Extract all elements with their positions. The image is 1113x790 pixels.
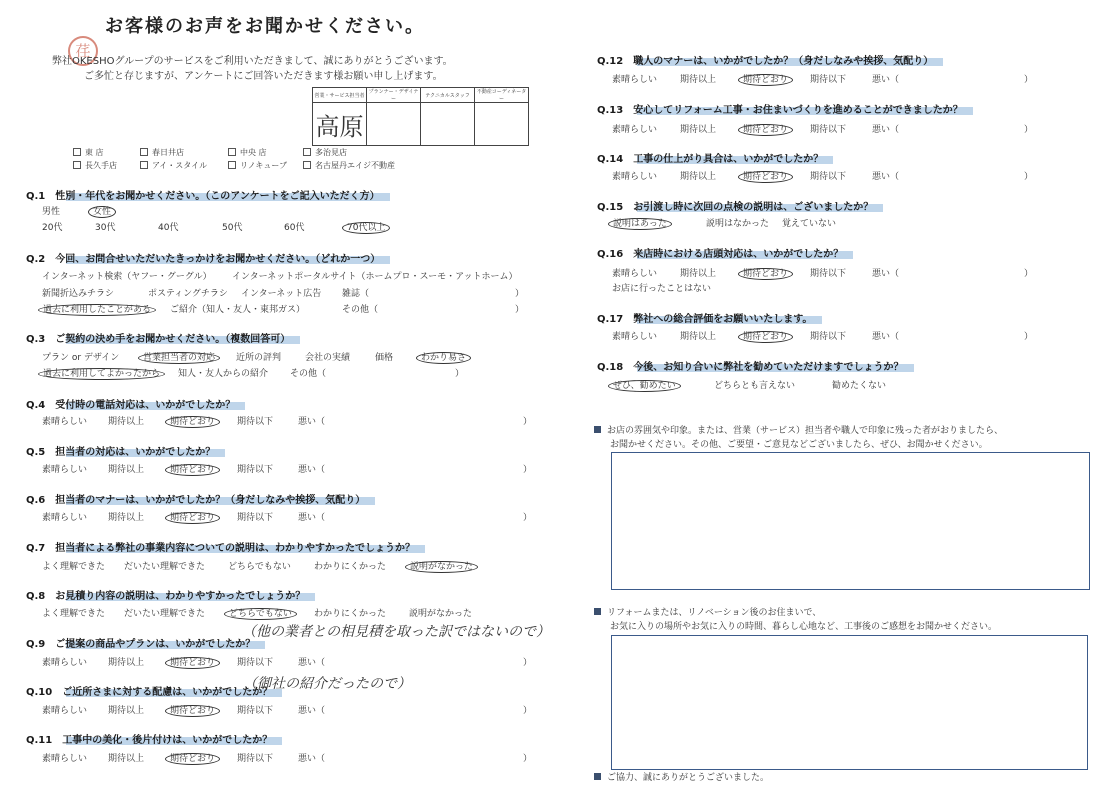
q10-option[interactable]: 素晴らしい	[42, 706, 88, 716]
q9-option[interactable]: 素晴らしい	[42, 658, 88, 668]
q2-option[interactable]: 雑誌（	[342, 289, 370, 299]
q4-option[interactable]: 期待どおり	[169, 414, 216, 427]
q14-option[interactable]: 期待以上	[680, 172, 717, 182]
comment-box-after-construction[interactable]	[611, 635, 1088, 770]
q1-option[interactable]: 男性	[42, 207, 61, 217]
q18-option[interactable]: 勧めたくない	[832, 381, 887, 391]
q4-option: ）	[523, 417, 533, 427]
q14-option[interactable]: 素晴らしい	[612, 172, 658, 182]
handwritten-note-q9: （他の業者との相見積を取った訳ではないので）	[242, 624, 550, 640]
q3-option[interactable]: 近所の評判	[236, 353, 282, 363]
checkbox-icon	[73, 148, 81, 156]
staff-table	[312, 87, 529, 146]
q17-option[interactable]: 期待どおり	[742, 329, 789, 342]
q13-option[interactable]: 悪い（	[872, 125, 900, 135]
q13-option: ）	[1024, 125, 1034, 135]
q12-option[interactable]: 期待以下	[810, 75, 847, 85]
q2-option: ）	[515, 305, 525, 315]
square-bullet-icon	[594, 608, 601, 615]
q13-option[interactable]: 素晴らしい	[612, 125, 658, 135]
q4-option[interactable]: 素晴らしい	[42, 417, 88, 427]
q17-option[interactable]: 期待以下	[810, 332, 847, 342]
staff-header-realestate: 不動産コーディネーター	[475, 88, 529, 103]
checkbox-icon	[140, 161, 148, 169]
q4-label: Q.4 受付時の電話対応は、いかがでしたか？	[26, 396, 235, 411]
handwritten-note-q10: （御社の紹介だったので）	[243, 676, 411, 692]
q8-label: Q.8 お見積り内容の説明は、わかりやすかったでしょうか？	[26, 587, 305, 602]
comment-prompt-1-line-2: お聞かせください。その他、ご要望・ご意見などございましたら、ぜひ、お聞かせください。	[610, 440, 988, 450]
q2-option[interactable]: インターネットポータルサイト（ホームプロ・スーモ・アットホーム）	[232, 272, 518, 282]
q5-option[interactable]: 期待以上	[108, 465, 145, 475]
q16-option: ）	[1024, 269, 1034, 279]
q1-label: Q.1 性別・年代をお聞かせください。（このアンケートをご記入いただく方）	[26, 187, 380, 202]
q6-option[interactable]: 期待以下	[237, 513, 274, 523]
q17-label: Q.17 弊社への総合評価をお願いいたします。	[597, 310, 812, 325]
q1-option[interactable]: 60代	[284, 223, 305, 233]
q14-option[interactable]: 悪い（	[872, 172, 900, 182]
q5-option[interactable]: 期待どおり	[169, 462, 216, 475]
q1-option[interactable]: 70代以上	[346, 220, 386, 233]
q10-option[interactable]: 期待以下	[237, 706, 274, 716]
q8-option[interactable]: 説明がなかった	[409, 609, 473, 619]
q3-option[interactable]: 会社の実績	[305, 353, 351, 363]
staff-cell-technical[interactable]	[421, 103, 475, 146]
q12-option[interactable]: 期待以上	[680, 75, 717, 85]
q7-label: Q.7 担当者による弊社の事業内容についての説明は、わかりやすかったでしょうか？	[26, 539, 415, 554]
q11-option[interactable]: 悪い（	[298, 754, 326, 764]
q11-option: ）	[523, 754, 533, 764]
q3-option[interactable]: わかり易さ	[420, 350, 467, 363]
q8-option[interactable]: どちらでもない	[228, 606, 293, 619]
staff-header-technical: テクニカルスタッフ	[421, 88, 475, 103]
q2-option[interactable]: インターネット広告	[241, 289, 322, 299]
q13-option[interactable]: 期待以上	[680, 125, 717, 135]
q14-option[interactable]: 期待以下	[810, 172, 847, 182]
store-central[interactable]: 中央 店	[228, 147, 267, 158]
store-kasugai[interactable]: 春日井店	[140, 147, 184, 158]
q2-label: Q.2 今回、お問合せいただいたきっかけをお聞かせください。（どれか一つ）	[26, 250, 380, 265]
store-nagakute[interactable]: 長久手店	[73, 160, 117, 171]
staff-cell-realestate[interactable]	[475, 103, 529, 146]
q9-option: ）	[523, 658, 533, 668]
q3-option[interactable]: 営業担当者の対応	[142, 350, 216, 363]
q6-option[interactable]: 悪い（	[298, 513, 326, 523]
q7-option[interactable]: わかりにくかった	[314, 562, 387, 572]
store-tajimi[interactable]: 多治見店	[303, 147, 347, 158]
q10-option[interactable]: 悪い（	[298, 706, 326, 716]
q1-option[interactable]: 40代	[158, 223, 179, 233]
q9-option[interactable]: 期待以上	[108, 658, 145, 668]
comment-box-impressions[interactable]	[611, 452, 1090, 590]
q16-option[interactable]: 悪い（	[872, 269, 900, 279]
q11-option[interactable]: 期待以上	[108, 754, 145, 764]
q10-option: ）	[523, 706, 533, 716]
q2-option[interactable]: インターネット検索（ヤフー・グーグル）	[42, 272, 212, 282]
q3-option: ）	[455, 369, 465, 379]
q11-option[interactable]: 期待以下	[237, 754, 274, 764]
square-bullet-icon	[594, 773, 601, 780]
q6-option: ）	[523, 513, 533, 523]
q6-option[interactable]: 期待以上	[108, 513, 145, 523]
q14-label: Q.14 工事の仕上がり具合は、いかがでしたか？	[597, 150, 823, 165]
intro-line-2: ご多忙と存じますが、アンケートにご回答いただきます様お願い申し上げます。	[84, 71, 443, 82]
store-i-style[interactable]: アイ・スタイル	[140, 160, 207, 171]
square-bullet-icon	[594, 426, 601, 433]
staff-signature: 高原	[315, 112, 364, 141]
q10-option[interactable]: 期待以上	[108, 706, 145, 716]
q9-option[interactable]: 期待どおり	[169, 655, 216, 668]
q10-label: Q.10 ご近所さまに対する配慮は、いかがでしたか？	[26, 683, 272, 698]
q16-option[interactable]: お店に行ったことはない	[612, 284, 712, 294]
q7-option[interactable]: だいたい理解できた	[124, 562, 206, 572]
thanks-message: ご協力、誠にありがとうございました。	[594, 770, 769, 783]
checkbox-icon	[140, 148, 148, 156]
store-east[interactable]: 東 店	[73, 147, 104, 158]
q15-option[interactable]: 説明はなかった	[706, 219, 770, 229]
q2-option[interactable]: 過去に利用したことがある	[42, 302, 152, 315]
staff-header-planner: プランナー・デザイナー	[367, 88, 421, 103]
q11-label: Q.11 工事中の美化・後片付けは、いかがでしたか？	[26, 731, 272, 746]
q12-label: Q.12 職人のマナーは、いかがでしたか？（身だしなみや挨拶、気配り）	[597, 52, 933, 67]
comment-prompt-2-line-1: リフォームまたは、リノベーション後のお住まいで、	[594, 605, 821, 618]
q3-label: Q.3 ご契約の決め手をお聞かせください。（複数回答可）	[26, 330, 290, 345]
q15-option[interactable]: 説明はあった	[612, 216, 668, 229]
q12-option[interactable]: 悪い（	[872, 75, 900, 85]
q14-option: ）	[1024, 172, 1034, 182]
q3-option[interactable]: 過去に利用してよかったから	[42, 366, 161, 379]
q16-option[interactable]: 期待どおり	[742, 266, 789, 279]
q12-option[interactable]: 期待どおり	[742, 72, 789, 85]
q5-option: ）	[523, 465, 533, 475]
q4-option[interactable]: 期待以下	[237, 417, 274, 427]
q5-label: Q.5 担当者の対応は、いかがでしたか？	[26, 443, 215, 458]
q18-option[interactable]: ぜひ、勧めたい	[612, 378, 677, 391]
q4-option[interactable]: 悪い（	[298, 417, 326, 427]
q16-option[interactable]: 期待以下	[810, 269, 847, 279]
q6-label: Q.6 担当者のマナーは、いかがでしたか？（身だしなみや挨拶、気配り）	[26, 491, 365, 506]
q12-option[interactable]: 素晴らしい	[612, 75, 658, 85]
q13-label: Q.13 安心してリフォーム工事・お住まいづくりを進めることができましたか？	[597, 101, 963, 116]
q4-option[interactable]: 期待以上	[108, 417, 145, 427]
q15-option[interactable]: 覚えていない	[782, 219, 837, 229]
q1-option[interactable]: 20代	[42, 223, 63, 233]
q9-option[interactable]: 悪い（	[298, 658, 326, 668]
q6-option[interactable]: 期待どおり	[169, 510, 216, 523]
store-renocube[interactable]: リノキューブ	[228, 160, 287, 171]
q16-label: Q.16 来店時における店頭対応は、いかがでしたか？	[597, 245, 843, 260]
q6-option[interactable]: 素晴らしい	[42, 513, 88, 523]
q7-option[interactable]: どちらでもない	[228, 562, 291, 572]
q3-option[interactable]: プラン or デザイン	[42, 353, 120, 363]
q17-option[interactable]: 素晴らしい	[612, 332, 658, 342]
q10-option[interactable]: 期待どおり	[169, 703, 216, 716]
q13-option[interactable]: 期待以下	[810, 125, 847, 135]
q5-option[interactable]: 期待以下	[237, 465, 274, 475]
q2-option[interactable]: ポスティングチラシ	[148, 289, 228, 299]
checkbox-icon	[228, 161, 236, 169]
q2-option[interactable]: その他（	[342, 305, 379, 315]
q5-option[interactable]: 素晴らしい	[42, 465, 88, 475]
q1-option[interactable]: 50代	[222, 223, 243, 233]
q16-option[interactable]: 素晴らしい	[612, 269, 658, 279]
q3-option[interactable]: 知人・友人からの紹介	[178, 369, 269, 379]
q13-option[interactable]: 期待どおり	[742, 122, 789, 135]
q9-option[interactable]: 期待以下	[237, 658, 274, 668]
survey-title: お客様のお声をお聞かせください。	[105, 16, 425, 37]
q3-option[interactable]: その他（	[290, 369, 327, 379]
q1-option[interactable]: 女性	[92, 204, 112, 217]
q14-option[interactable]: 期待どおり	[742, 169, 789, 182]
q8-option[interactable]: だいたい理解できた	[124, 609, 206, 619]
comment-prompt-1-line-1: お店の雰囲気や印象。または、営業（サービス）担当者や職人で印象に残った者がおりましたら、	[594, 423, 1003, 436]
q17-option: ）	[1024, 332, 1034, 342]
q7-option[interactable]: よく理解できた	[42, 562, 106, 572]
q5-option[interactable]: 悪い（	[298, 465, 326, 475]
staff-cell-planner[interactable]	[367, 103, 421, 146]
q17-option[interactable]: 期待以上	[680, 332, 717, 342]
store-realestate[interactable]: 名古屋丹エイジ不動産	[303, 160, 395, 171]
q11-option[interactable]: 期待どおり	[169, 751, 216, 764]
q8-option[interactable]: わかりにくかった	[314, 609, 387, 619]
q8-option[interactable]: よく理解できた	[42, 609, 106, 619]
q3-option[interactable]: 価格	[375, 353, 394, 363]
q17-option[interactable]: 悪い（	[872, 332, 900, 342]
comment-prompt-2-line-2: お気に入りの場所やお気に入りの時間、暮らし心地など、工事後のご感想をお聞かせください。	[610, 622, 998, 632]
q18-label: Q.18 今後、お知り合いに弊社を勧めていただけますでしょうか？	[597, 358, 904, 373]
q7-option[interactable]: 説明がなかった	[409, 559, 474, 572]
q11-option[interactable]: 素晴らしい	[42, 754, 88, 764]
intro-line-1: 弊社OKESHOグループのサービスをご利用いただきまして、誠にありがとうございます。	[52, 56, 453, 67]
staff-signature-cell[interactable]	[313, 103, 367, 146]
q12-option: ）	[1024, 75, 1034, 85]
checkbox-icon	[73, 161, 81, 169]
q2-option[interactable]: ご紹介（知人・友人・東邦ガス）	[170, 305, 306, 315]
company-seal: 荏	[68, 36, 98, 66]
q1-option[interactable]: 30代	[95, 223, 116, 233]
checkbox-icon	[303, 148, 311, 156]
checkbox-icon	[228, 148, 236, 156]
q9-label: Q.9 ご提案の商品やプランは、いかがでしたか？	[26, 635, 255, 650]
checkbox-icon	[303, 161, 311, 169]
q2-option: ）	[515, 289, 525, 299]
q18-option[interactable]: どちらとも言えない	[714, 381, 796, 391]
q15-label: Q.15 お引渡し時に次回の点検の説明は、ございましたか？	[597, 198, 873, 213]
q16-option[interactable]: 期待以上	[680, 269, 717, 279]
staff-header-sales: 営業・サービス担当者	[313, 88, 367, 103]
q2-option[interactable]: 新聞折込みチラシ	[42, 289, 115, 299]
